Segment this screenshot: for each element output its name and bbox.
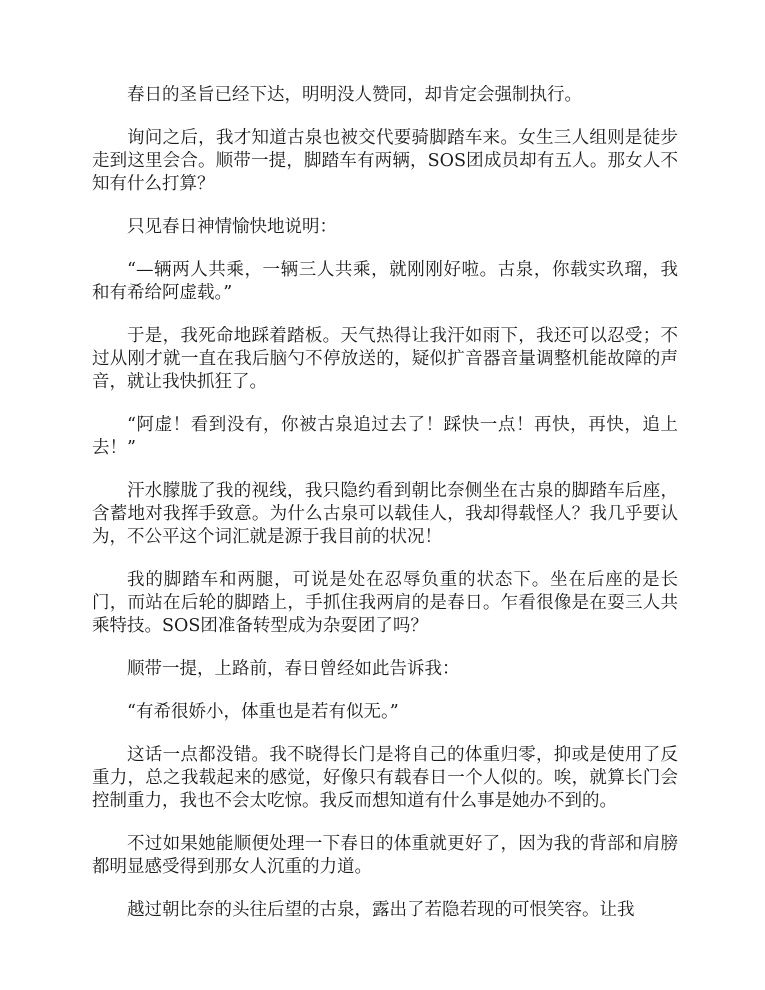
paragraph: 询问之后，我才知道古泉也被交代要骑脚踏车来。女生三人组则是徒步走到这里会合。顺带一提，脚踏车有两辆，SOS团成员却有五人。那女人不知有什么打算？ <box>92 128 678 194</box>
paragraph: 汗水朦胧了我的视线，我只隐约看到朝比奈侧坐在古泉的脚踏车后座，含蓄地对我挥手致意。为什么古泉可以载佳人，我却得载怪人？我几乎要认为，不公平这个词汇就是源于我目前的状况！ <box>92 481 678 547</box>
paragraph: “有希很娇小，体重也是若有似无。” <box>127 702 399 722</box>
paragraph: 只见春日神情愉快地说明： <box>127 217 337 237</box>
paragraph: 这话一点都没错。我不晓得长门是将自己的体重归零，抑或是使用了反重力，总之我载起来的感觉，好像只有载春日一个人似的。唉，就算长门会控制重力，我也不会太吃惊。我反而想知道有什么事是她办不到的。 <box>92 745 678 811</box>
paragraph: 我的脚踏车和两腿，可说是处在忍辱负重的状态下。坐在后座的是长门，而站在后轮的脚踏上，手抓住我两肩的是春日。乍看很像是在耍三人共乘特技。SOS团准备转型成为杂耍团了吗？ <box>92 570 678 636</box>
paragraph: 春日的圣旨已经下达，明明没人赞同，却肯定会强制执行。 <box>127 85 582 105</box>
paragraph: “—辆两人共乘，一辆三人共乘，就刚刚好啦。古泉，你载实玖瑠，我和有希给阿虚载。” <box>92 260 678 303</box>
paragraph: 越过朝比奈的头往后望的古泉，露出了若隐若现的可恨笑容。让我 <box>127 900 635 920</box>
paragraph: “阿虚！看到没有，你被古泉追过去了！踩快一点！再快，再快，追上去！” <box>92 415 678 458</box>
paragraph: 顺带一提，上路前，春日曾经如此告诉我： <box>127 659 460 679</box>
paragraph: 于是，我死命地踩着踏板。天气热得让我汗如雨下，我还可以忍受；不过从刚才就一直在我后脑勺不停放送的，疑似扩音器音量调整机能故障的声音，就让我快抓狂了。 <box>92 326 678 392</box>
paragraph: 不过如果她能顺便处理一下春日的体重就更好了，因为我的背部和肩膀都明显感受得到那女人沉重的力道。 <box>92 834 678 877</box>
document-body <box>92 84 678 942</box>
